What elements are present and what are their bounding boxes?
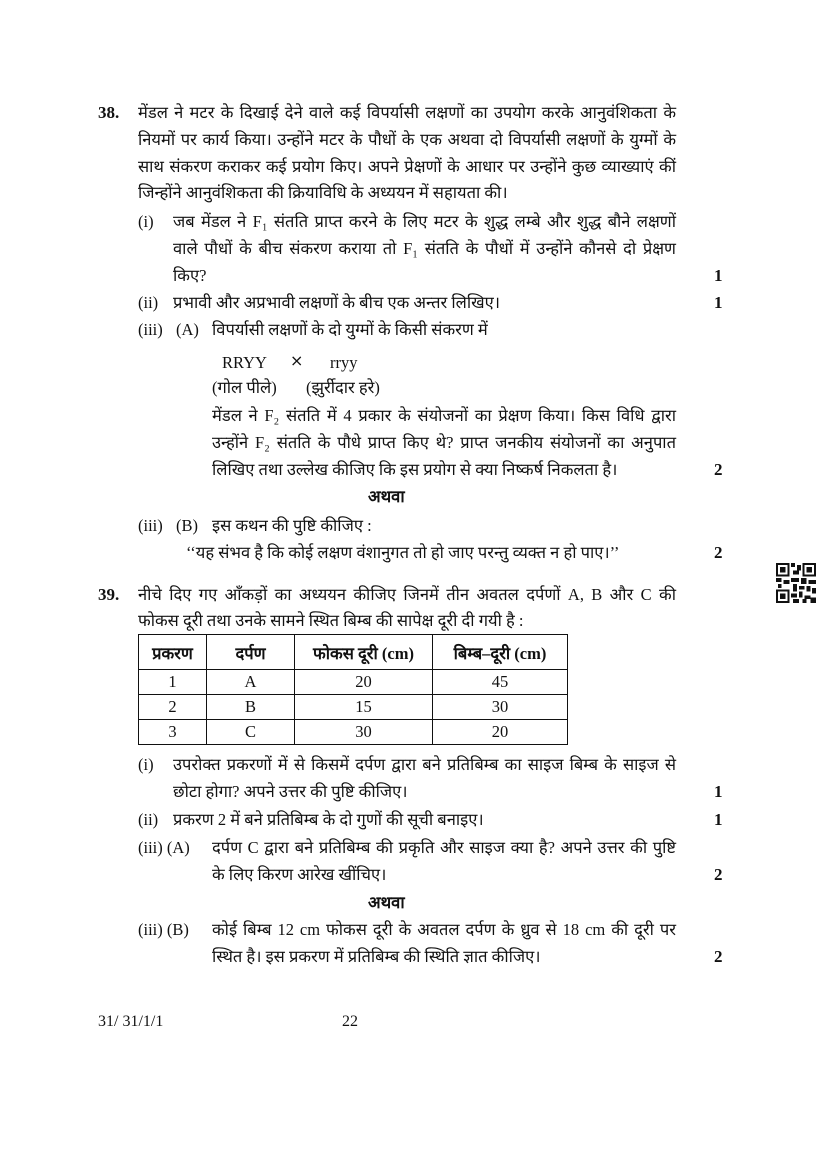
question-number-38: 38.: [98, 103, 120, 122]
phenotype-parent-1: (गोल पीले): [212, 378, 277, 397]
cell-case: 1: [139, 670, 207, 695]
cell-object-distance: 20: [433, 720, 568, 745]
header-mirror: दर्पण: [207, 635, 295, 670]
cell-object-distance: 45: [433, 670, 568, 695]
genotype-parent-1: RRYY: [222, 353, 267, 372]
q38-part-i-line-3: किए?: [173, 266, 207, 285]
q38-part-iiiA-line-3: लिखिए तथा उल्लेख कीजिए कि इस प्रयोग से क्या निष्कर्ष निकलता है।: [212, 460, 618, 479]
cell-case: 3: [139, 720, 207, 745]
table-header-row: [139, 635, 568, 670]
mirror-data-table: [138, 634, 568, 745]
q38-part-i-label: (i): [138, 212, 154, 231]
q38-part-iiiA-marks: 2: [714, 460, 723, 479]
cell-mirror: C: [207, 720, 295, 745]
cell-case: 2: [139, 695, 207, 720]
q38-part-iiiB-marks: 2: [714, 543, 723, 562]
table-row: [139, 720, 568, 745]
question-number-39: 39.: [98, 585, 120, 604]
header-case: प्रकरण: [139, 635, 207, 670]
q39-part-ii-text: प्रकरण 2 में बने प्रतिबिम्ब के दो गुणों की सूची बनाइए।: [173, 810, 484, 829]
table-row: [139, 670, 568, 695]
q38-part-iiiA-line-1: मेंडल ने F₂ संतति में 4 प्रकार के संयोजनों का प्रेक्षण किया। किस विधि द्वारा: [212, 406, 676, 425]
q39-part-iiiB-line-1: कोई बिम्ब 12 cm फोकस दूरी के अवतल दर्पण के ध्रुव से 18 cm की दूरी पर: [212, 920, 676, 939]
q39-part-ii-label: (ii): [138, 810, 159, 829]
q38-part-i-marks: 1: [714, 266, 723, 285]
cell-object-distance: 30: [433, 695, 568, 720]
cell-mirror: A: [207, 670, 295, 695]
q39-part-iiiA-marks: 2: [714, 865, 723, 884]
q38-part-ii-label: (ii): [138, 293, 159, 312]
q38-intro-line-2: नियमों पर कार्य किया। उन्होंने मटर के पौधों के एक अथवा दो विपर्यासी लक्षणों के युग्मों के: [138, 130, 676, 149]
q39-part-iiiA-line-2: के लिए किरण आरेख खींचिए।: [212, 865, 387, 884]
q38-part-ii-text: प्रभावी और अप्रभावी लक्षणों के बीच एक अन्तर लिखिए।: [173, 293, 500, 312]
q39-or-divider: अथवा: [368, 893, 405, 912]
q38-intro-line-4: जिन्होंने आनुवंशिकता की क्रियाविधि के अध्ययन में सहायता की।: [138, 183, 508, 202]
cell-mirror: B: [207, 695, 295, 720]
table-row: [139, 695, 568, 720]
q38-part-i-line-2: वाले पौधों के बीच संकरण कराया तो F₁ संतति के पौधों में उन्होंने कौनसे दो प्रेक्षण: [173, 239, 676, 258]
paper-code: 31/ 31/1/1: [98, 1013, 164, 1030]
q39-part-i-line-1: उपरोक्त प्रकरणों में से किसमें दर्पण द्वारा बने प्रतिबिम्ब का साइज बिम्ब के साइज से: [173, 755, 676, 774]
q38-intro-line-1: मेंडल ने मटर के दिखाई देने वाले कई विपर्यासी लक्षणों का उपयोग करके आनुवंशिकता के: [138, 103, 676, 122]
q39-part-i-line-2: छोटा होगा? अपने उत्तर की पुष्टि कीजिए।: [173, 782, 408, 801]
q39-part-iiiA-label: (iii) (A): [138, 838, 190, 857]
page-number: 22: [342, 1013, 358, 1030]
q38-intro-line-3: साथ संकरण कराकर कई प्रयोग किए। अपने प्रेक्षणों के आधार पर उन्होंने कुछ व्याख्याएं कीं: [138, 157, 676, 176]
cross-symbol: ×: [290, 351, 304, 370]
q39-intro-line-1: नीचे दिए गए आँकड़ों का अध्ययन कीजिए जिनमें तीन अवतल दर्पणों A, B और C की: [138, 585, 676, 604]
q39-part-iiiB-marks: 2: [714, 947, 723, 966]
phenotype-parent-2: (झुर्रीदार हरे): [306, 378, 380, 397]
q39-part-ii-marks: 1: [714, 810, 723, 829]
q39-part-i-marks: 1: [714, 782, 723, 801]
genotype-parent-2: rryy: [330, 353, 358, 372]
q38-part-iiiA-line-2: उन्होंने F₂ संतति के पौधे प्राप्त किए थे? प्राप्त जनकीय संयोजनों का अनुपात: [212, 433, 676, 452]
q38-part-iiiB-text: इस कथन की पुष्टि कीजिए :: [212, 516, 372, 535]
q38-part-ii-marks: 1: [714, 293, 723, 312]
q39-part-i-label: (i): [138, 755, 154, 774]
cell-focal-length: 15: [295, 695, 433, 720]
q39-intro-line-2: फोकस दूरी तथा उनके सामने स्थित बिम्ब की सापेक्ष दूरी दी गयी है :: [138, 611, 524, 630]
q39-part-iiiB-label: (iii) (B): [138, 920, 189, 939]
q38-part-i-line-1: जब मेंडल ने F₁ संतति प्राप्त करने के लिए मटर के शुद्ध लम्बे और शुद्ध बौने लक्षणों: [173, 212, 676, 231]
q38-part-iiiA-text: विपर्यासी लक्षणों के दो युग्मों के किसी संकरण में: [212, 320, 488, 339]
q39-part-iiiB-line-2: स्थित है। इस प्रकरण में प्रतिबिम्ब की स्थिति ज्ञात कीजिए।: [212, 947, 541, 966]
q38-part-iiiB-label: (iii): [138, 516, 163, 535]
header-object-distance: बिम्ब–दूरी (cm): [433, 635, 568, 670]
cell-focal-length: 20: [295, 670, 433, 695]
q38-part-iiiA-sublabel: (A): [176, 320, 199, 339]
q38-or-divider: अथवा: [368, 487, 405, 506]
q38-part-iii-label: (iii): [138, 320, 163, 339]
q38-part-iiiB-sublabel: (B): [176, 516, 198, 535]
q38-part-iiiB-quote: ‘‘यह संभव है कि कोई लक्षण वंशानुगत तो हो जाए परन्तु व्यक्त न हो पाए।’’: [186, 543, 620, 562]
cell-focal-length: 30: [295, 720, 433, 745]
header-focal-length: फोकस दूरी (cm): [295, 635, 433, 670]
q39-part-iiiA-line-1: दर्पण C द्वारा बने प्रतिबिम्ब की प्रकृति और साइज क्या है? अपने उत्तर की पुष्टि: [212, 838, 676, 857]
qr-code: [776, 563, 816, 603]
